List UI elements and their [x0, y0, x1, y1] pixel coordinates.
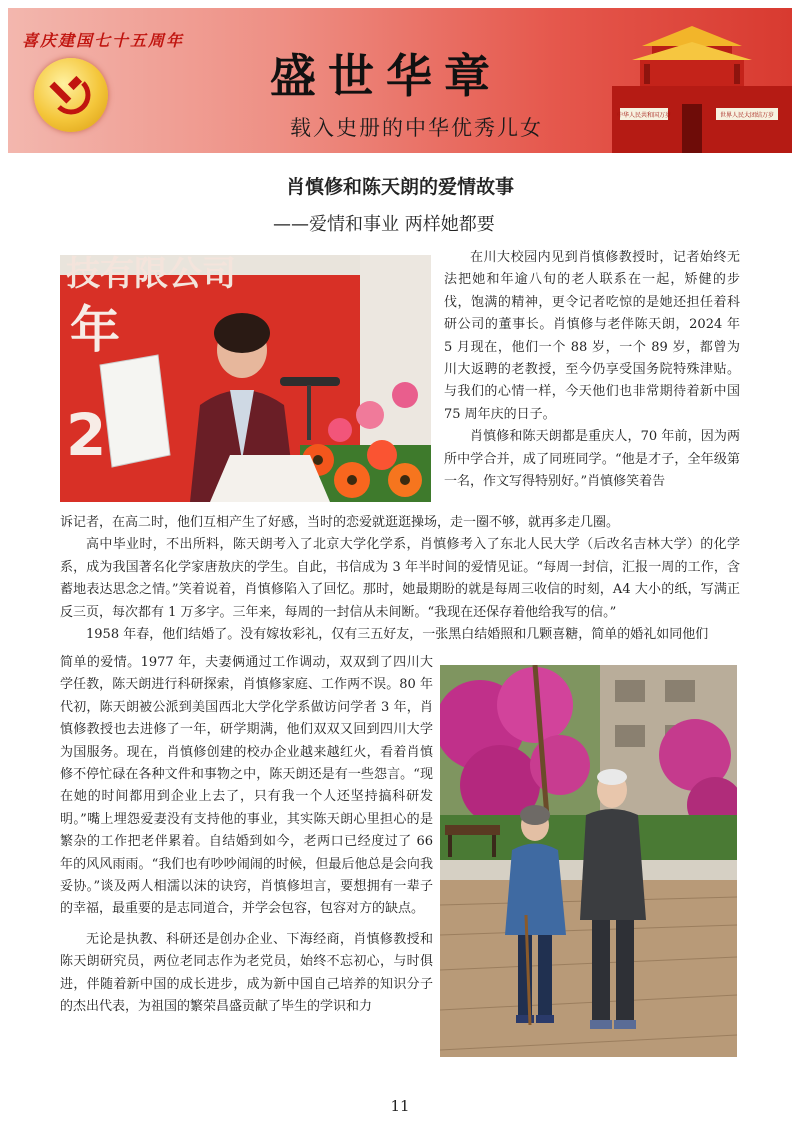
- paragraph-2: 肖慎修和陈天朗都是重庆人，70 年前，因为两所中学合并，成了同班同学。“他是才子，全年级第一名，作文写得特别好。”肖慎修笑着告: [444, 429, 740, 490]
- paragraph-4: 1958 年春，他们结婚了。没有嫁妆彩礼，仅有三五好友，一张黑白结婚照和几颗喜糖，简单的婚礼如同他们: [86, 627, 709, 643]
- gate-sign-left: 中华人民共和国万岁: [616, 112, 672, 119]
- page-number: 11: [390, 1097, 410, 1115]
- paragraph-3: 高中毕业时，不出所料，陈天朗考入了北京大学化学系，肖慎修考入了东北人民大学（后改名吉林大学）的化学系，成为我国著名化学家唐敖庆的学生。自此，书信成为 3 年半时间的爱情见证。“每周一封信，汇报一周的工作，含蓄地表达思念之情。”笑着说着，肖慎修陷入了回忆。那时，她最期盼的就是每周三收信的时刻，A4 大小的纸，写满正反三页，每次都有 1 万多字。三年来，每周的一封信从未间断。“我现在还保存着他给我写的信。”: [60, 537, 740, 620]
- backdrop-company-text: 技有限公司: [66, 255, 236, 294]
- backdrop-digit-text: 2: [66, 401, 107, 469]
- article-text-full-width: [60, 512, 740, 646]
- banner-kicker: 喜庆建国七十五周年: [22, 31, 185, 50]
- gate-sign-right: 世界人民大团结万岁: [719, 112, 775, 119]
- photo-couple: [440, 665, 737, 1057]
- paragraph-5: 无论是执教、科研还是创办企业、下海经商，肖慎修教授和陈天朗研究员，两位老同志作为老党员，始终不忘初心，与时俱进，伴随着新中国的成长进步，成为新中国自己培养的知识分子的杰出代表，为祖国的繁荣昌盛贡献了毕生的学识和力: [60, 931, 433, 1015]
- banner-title: 盛世华章: [270, 49, 502, 103]
- article-text-column-a: [444, 247, 740, 493]
- paragraph-4-continued: 简单的爱情。1977 年，夫妻俩通过工作调动，双双到了四川大学任教，陈天朗进行科研探索，肖慎修家庭、工作两不误。80 年代初，陈天朗被公派到美国西北大学化学系做访问学者 3 年，肖慎修教授也去进修了一年，研学期满，他们双双又回到四川大学为国服务。现在，肖慎修创建的校办企业越来越红火，看着肖慎修不停忙碌在各种文件和事物之中，陈天朗还是有一些怨言。“现在她的时间都用到企业上去了，只有我一个人还坚持搞科研发明。”嘴上埋怨爱妻没有支持他的事业，其实陈天朗心里担心的是繁杂的工作把老伴累着。自结婚到如今，老两口已经度过了 66 年的风风雨雨。“我们也有吵吵闹闹的时候，但最后他总是会向我妥协。”谈及两人相濡以沫的诀窍，肖慎修坦言，要想拥有一辈子的幸福，最重要的是志同道合，并学会包容，包容对方的缺点。: [60, 655, 433, 917]
- banner-subtitle: 载入史册的中华优秀儿女: [290, 116, 543, 140]
- party-emblem-icon: [34, 58, 108, 132]
- photo-speech: [60, 255, 431, 502]
- backdrop-year-text: 年: [70, 301, 120, 359]
- article-title: 肖慎修和陈天朗的爱情故事: [285, 176, 514, 198]
- paragraph-2-continued: 诉记者，在高二时，他们互相产生了好感，当时的恋爱就逛逛操场，走一圈不够，就再多走几圈。: [60, 515, 620, 530]
- header-banner: [8, 8, 792, 153]
- article-text-column-c: [60, 652, 433, 1019]
- article-subtitle: ——爱情和事业 两样她都要: [273, 214, 495, 235]
- tiananmen-gate-illustration: [592, 8, 792, 153]
- paragraph-1: 在川大校园内见到肖慎修教授时，记者始终无法把她和年逾八旬的老人联系在一起，矫健的步伐，饱满的精神，更令记者吃惊的是她还担任着科研公司的董事长。肖慎修与老伴陈天朗，2024 年 5 月现在，他们一个 88 岁，一个 89 岁，都曾为川大返聘的老教授，至今仍享受国务院特殊津贴。与我们的心情一样，今天他们也非常期待着新中国 75 周年庆的日子。: [444, 250, 740, 422]
